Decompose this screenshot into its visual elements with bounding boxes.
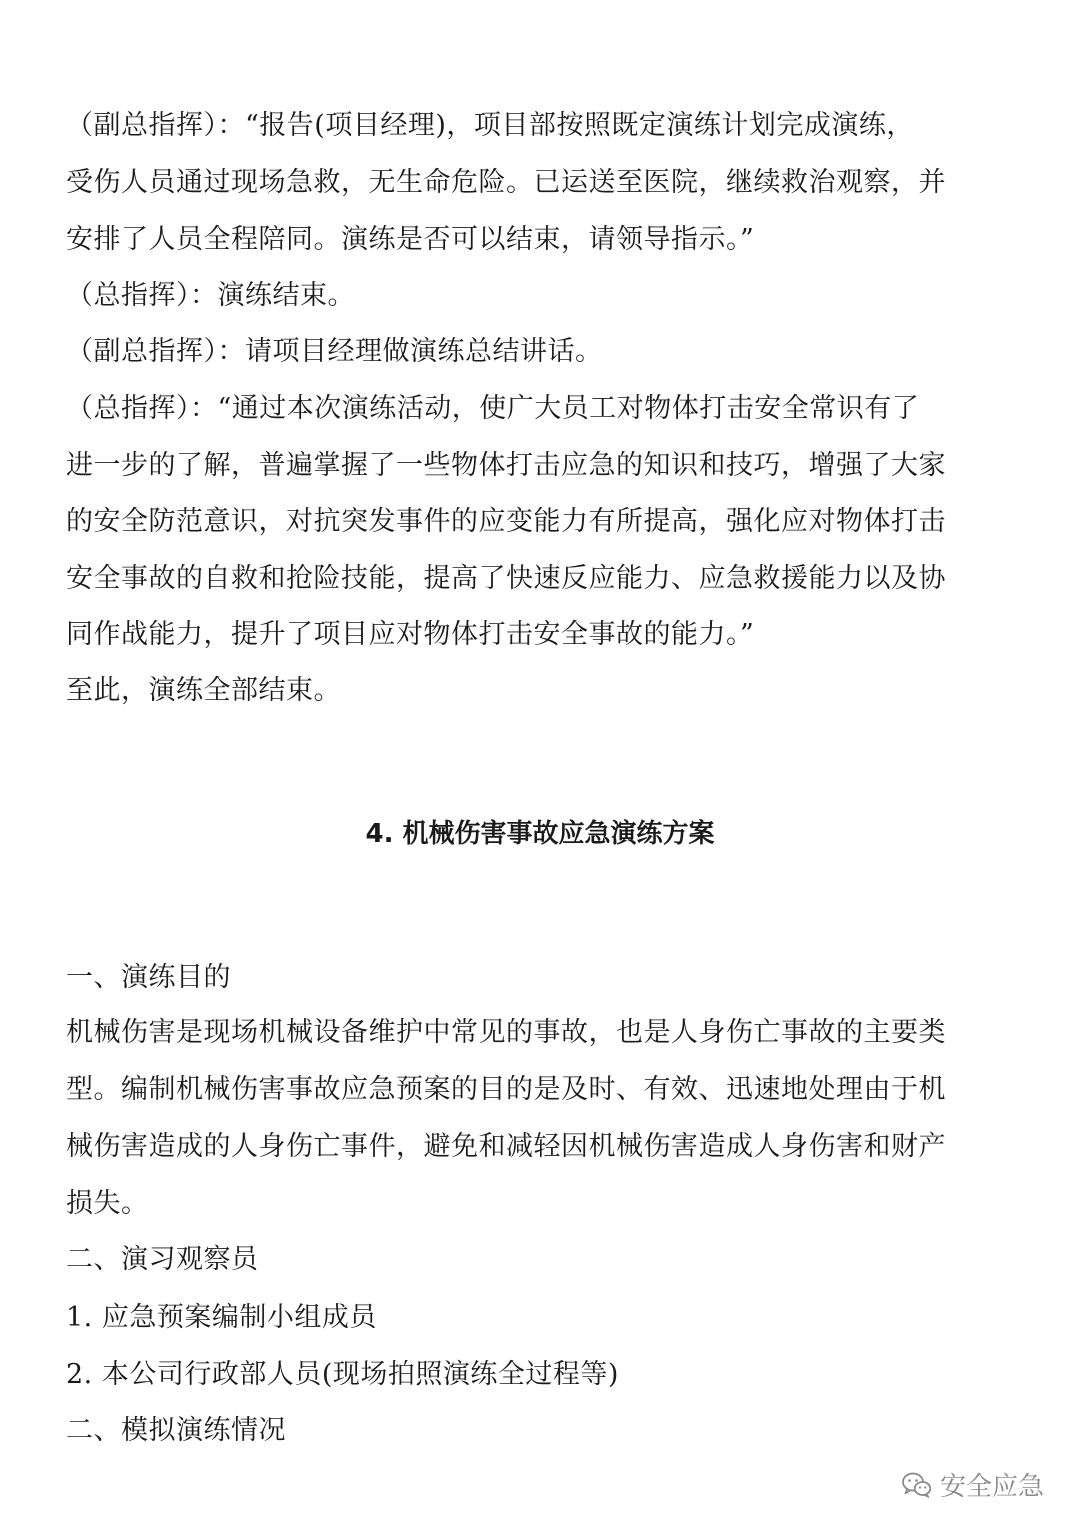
section-heading: 一、演练目的 [66,962,231,993]
wechat-icon [902,1472,932,1498]
text-line: （总指挥）：“通过本次演练活动，使广大员工对物体打击安全常识有了 [66,393,920,424]
watermark-text: 安全应急 [939,1472,1044,1502]
text-line: 安全事故的自救和抢险技能，提高了快速反应能力、应急救援能力以及协 [66,563,946,594]
list-item: 1. 应急预案编制小组成员 [66,1302,377,1333]
text-line: 损失。 [66,1188,149,1219]
text-line: 械伤害造成的人身伤亡事件，避免和减轻因机械伤害造成人身伤害和财产 [66,1131,946,1162]
text-line: 的安全防范意识，对抗突发事件的应变能力有所提高，强化应对物体打击 [66,506,946,537]
text-line: 安排了人员全程陪同。演练是否可以结束，请领导指示。” [66,224,755,255]
list-item: 2. 本公司行政部人员(现场拍照演练全过程等) [66,1359,619,1390]
text-line: （副总指挥）：请项目经理做演练总结讲话。 [66,336,603,367]
section-title: 4. 机械伤害事故应急演练方案 [365,819,715,849]
text-line: （总指挥）：演练结束。 [66,280,355,311]
section-heading: 二、模拟演练情况 [66,1415,286,1446]
text-line: 型。编制机械伤害事故应急预案的目的是及时、有效、迅速地处理由于机 [66,1074,946,1105]
text-line: （副总指挥）：“报告(项目经理)，项目部按照既定演练计划完成演练， [66,110,914,141]
watermark [902,1466,1044,1503]
text-line: 进一步的了解，普遍掌握了一些物体打击应急的知识和技巧，增强了大家 [66,450,946,481]
text-line: 受伤人员通过现场急救，无生命危险。已运送至医院，继续救治观察，并 [66,167,946,198]
text-line: 机械伤害是现场机械设备维护中常见的事故，也是人身伤亡事故的主要类 [66,1017,946,1048]
text-line: 同作战能力，提升了项目应对物体打击安全事故的能力。” [66,619,755,650]
text-line: 至此，演练全部结束。 [66,675,341,706]
section-heading: 二、演习观察员 [66,1244,259,1275]
